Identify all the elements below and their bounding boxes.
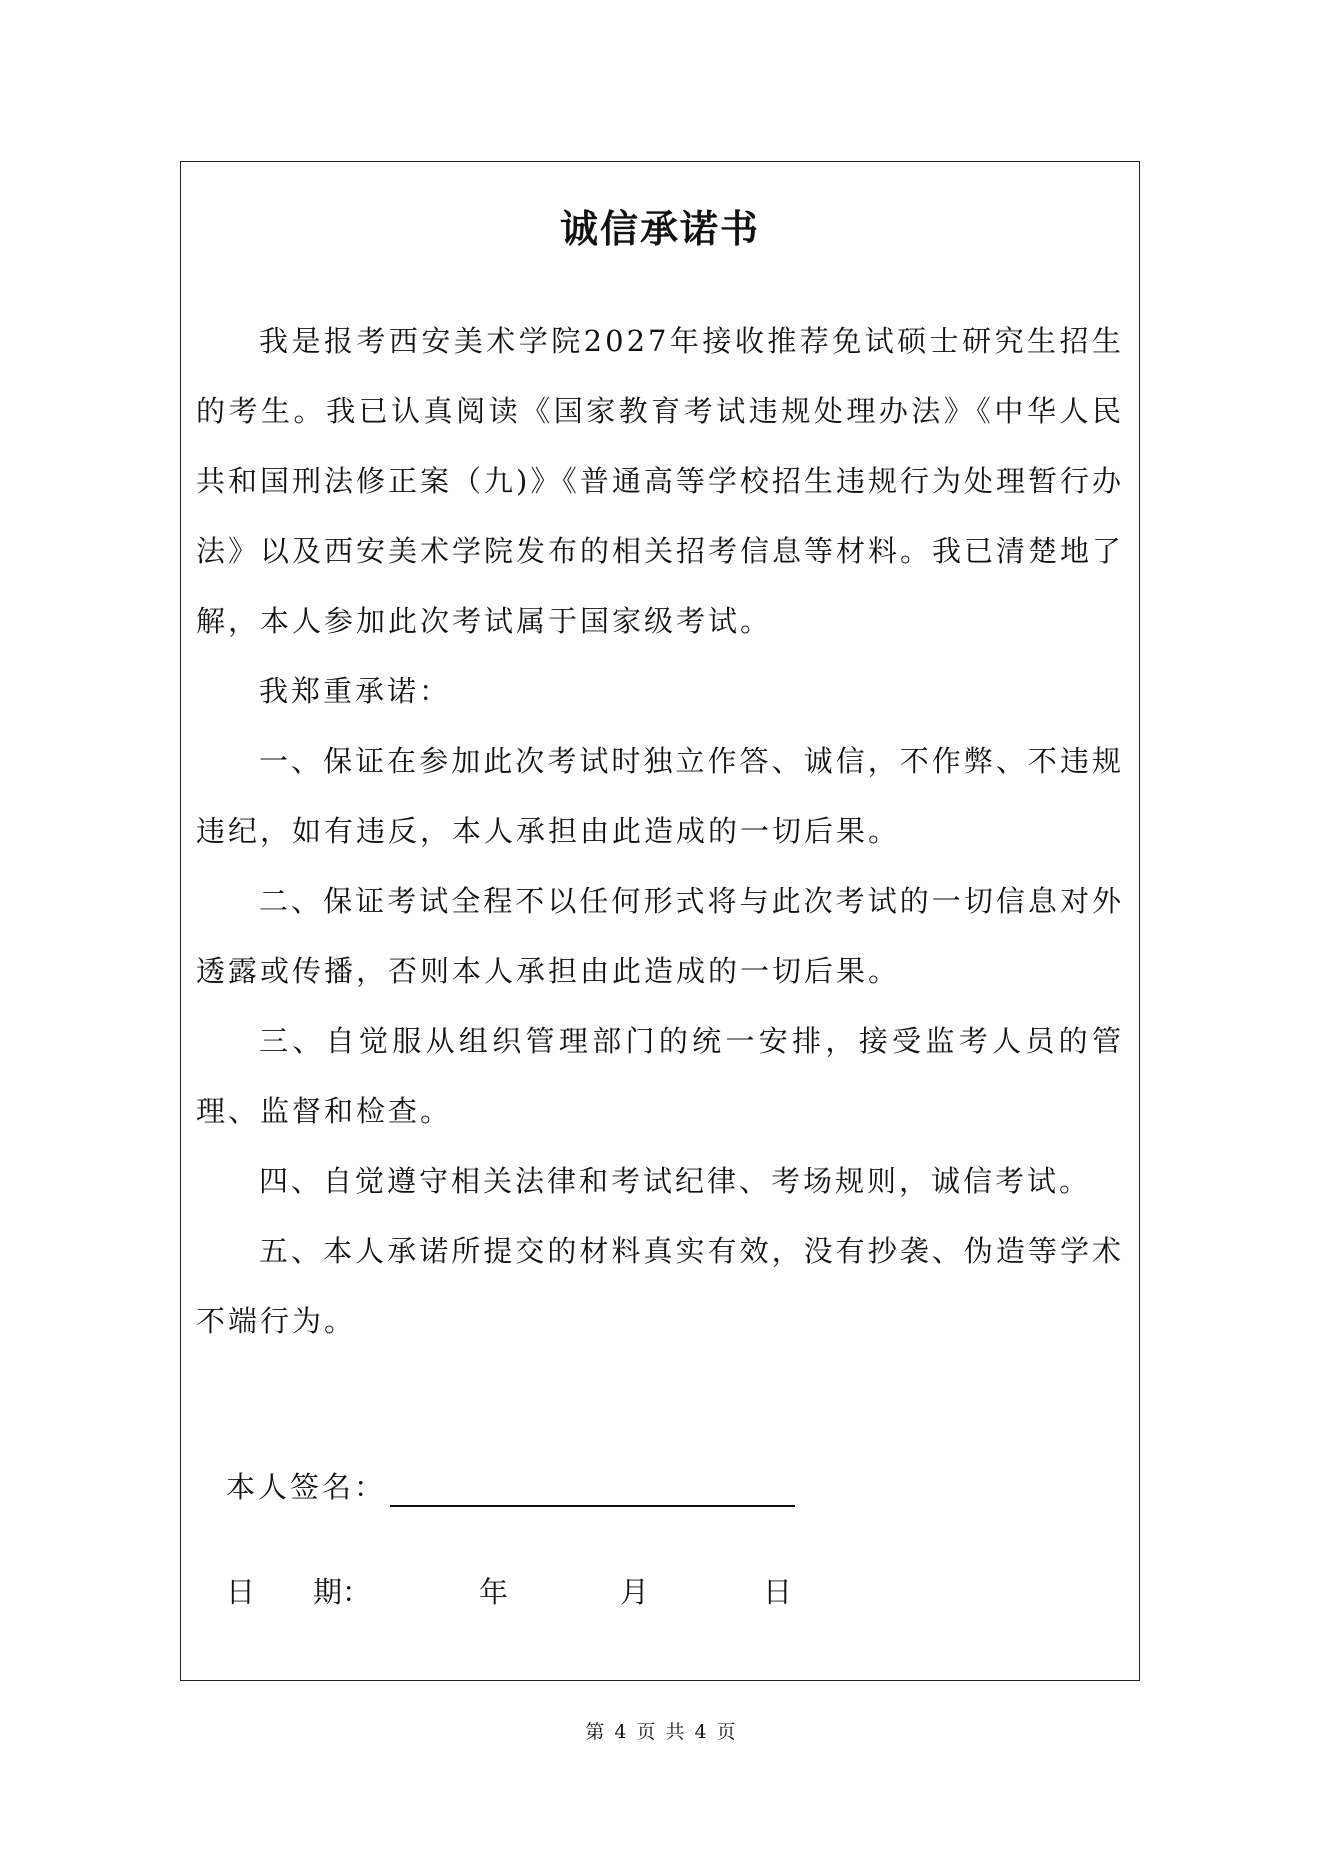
paragraph-pledge-heading: 我郑重承诺： (259, 674, 452, 708)
paragraph-pledge-5: 五、本人承诺所提交的材料真实有效，没有抄袭、伪造等学术不端行为。 (196, 1234, 1124, 1338)
document-title: 诚信承诺书 (559, 206, 760, 251)
document-body (196, 306, 1124, 1356)
signature-label: 本人签名： (226, 1470, 387, 1504)
month-label: 月 (620, 1575, 650, 1609)
paragraph-intro: 我是报考西安美术学院2027年接收推荐免试硕士研究生招生的考生。我已认真阅读《国家教育考试违规处理办法》《中华人民共和国刑法修正案（九)》《普通高等学校招生违规行为处理暂行办法》以及西安美术学院发布的相关招考信息等材料。我已清楚地了解，本人参加此次考试属于国家级考试。 (196, 324, 1125, 638)
paragraph-pledge-2: 二、保证考试全程不以任何形式将与此次考试的一切信息对外透露或传播，否则本人承担由此造成的一切后果。 (196, 884, 1124, 988)
paragraph-pledge-1: 一、保证在参加此次考试时独立作答、诚信，不作弊、不违规违纪，如有违反，本人承担由此造成的一切后果。 (196, 744, 1124, 848)
date-label: 日 期： (226, 1575, 372, 1609)
signature-field[interactable] (390, 1471, 795, 1507)
commitment-frame (180, 161, 1140, 1681)
page-number: 第 4 页 共 4 页 (585, 1721, 738, 1743)
paragraph-pledge-4: 四、自觉遵守相关法律和考试纪律、考场规则，诚信考试。 (259, 1164, 1092, 1198)
signature-row (226, 1467, 795, 1507)
year-label: 年 (479, 1575, 509, 1609)
day-label: 日 (763, 1575, 793, 1609)
paragraph-pledge-3: 三、自觉服从组织管理部门的统一安排，接受监考人员的管理、监督和检查。 (196, 1024, 1124, 1128)
